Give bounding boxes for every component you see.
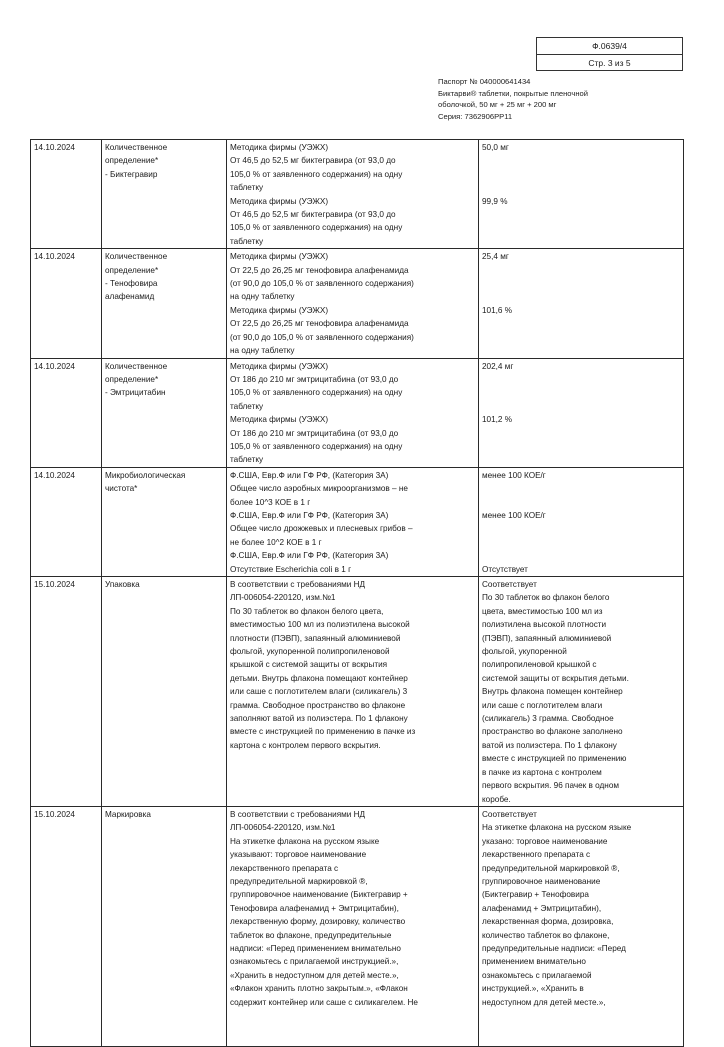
norm-line: 105,0 % от заявленного содержания) на одну: [230, 169, 403, 179]
norm-line: В соответствии с требованиями НД: [230, 809, 366, 819]
norm-line: 105,0 % от заявленного содержания) на одну: [230, 388, 403, 398]
table-row: [31, 806, 684, 1046]
indicator-line: - Тенофовира: [105, 279, 158, 289]
norm-line: на одну таблетку: [230, 292, 295, 302]
result-line: полипропиленовой крышкой с: [482, 660, 597, 670]
product-name-line2: оболочкой, 50 мг + 25 мг + 200 мг: [438, 100, 557, 109]
result-line: Внутрь флакона помещен контейнер: [482, 687, 623, 697]
norm-line: лекарственного препарата с: [230, 863, 339, 873]
norm-line: на одну таблетку: [230, 346, 295, 356]
norm-line: фольгой, укупоренной полипропиленовой: [230, 647, 390, 657]
norm-line: заполняют ватой из полиэстера. По 1 флакону: [230, 714, 408, 724]
result-line: [482, 154, 680, 167]
result-cell: [479, 358, 684, 467]
norm-line: ознакомьтесь с прилагаемой инструкцией.»,: [230, 957, 399, 967]
norm-cell: [227, 358, 479, 467]
indicator-line: - Эмтрицитабин: [105, 388, 166, 398]
norm-line: таблетку: [230, 401, 264, 411]
norm-line: таблетку: [230, 236, 264, 246]
result-line: [482, 522, 680, 535]
norm-line: ЛП-006054-220120, изм.№1: [230, 823, 336, 833]
indicator-line: Количественное: [105, 252, 168, 262]
result-line: вместе с инструкцией по применению: [482, 754, 627, 764]
norm-line: группировочное наименование (Биктегравир +: [230, 890, 408, 900]
result-line: предупредительной маркировкой ®,: [482, 863, 620, 873]
norm-line: Тенофовира алафенамид + Эмтрицитабин),: [230, 903, 399, 913]
passport-header: [438, 76, 698, 122]
norm-line: содержит контейнер или саше с силикагелем. Не: [230, 997, 418, 1007]
norm-line: От 46,5 до 52,5 мг биктегравира (от 93,0 до: [230, 210, 396, 220]
result-line: 25,4 мг: [482, 252, 509, 262]
result-line: полиэтилена высокой плотности: [482, 620, 607, 630]
result-line: или саше с поглотителем влаги: [482, 700, 603, 710]
result-line: недоступном для детей месте.»,: [482, 997, 606, 1007]
result-line: в пачке из картона с контролем: [482, 767, 602, 777]
result-line: инструкцией.», «Хранить в: [482, 984, 584, 994]
result-line: На этикетке флакона на русском языке: [482, 823, 632, 833]
norm-cell: [227, 577, 479, 807]
results-table: [30, 139, 684, 1047]
result-line: [482, 496, 680, 509]
norm-line: предупредительной маркировкой ®,: [230, 876, 368, 886]
result-line: (силикагель) 3 грамма. Свободное: [482, 714, 614, 724]
norm-line: ЛП-006054-220120, изм.№1: [230, 593, 336, 603]
norm-line: Общее число аэробных микроорганизмов – не: [230, 484, 408, 494]
result-line: [482, 536, 680, 549]
norm-cell: [227, 467, 479, 576]
indicator-line: определение*: [105, 265, 159, 275]
result-line: 99,9 %: [482, 196, 508, 206]
norm-line: Ф.США, Евр.Ф или ГФ РФ, (Категория 3А): [230, 510, 389, 520]
result-line: 202,4 мг: [482, 361, 514, 371]
norm-line: Методика фирмы (УЭЖХ): [230, 361, 329, 371]
indicator-line: Упаковка: [105, 580, 140, 589]
indicator-cell: [102, 358, 227, 467]
indicator-line: Количественное: [105, 143, 168, 152]
norm-line: Ф.США, Евр.Ф или ГФ РФ, (Категория 3А): [230, 470, 389, 480]
test-date: 14.10.2024: [31, 249, 102, 358]
result-line: [482, 168, 680, 181]
test-date: 14.10.2024: [31, 358, 102, 467]
result-line: Соответствует: [482, 580, 537, 589]
norm-line: На этикетке флакона на русском языке: [230, 836, 380, 846]
result-line: Соответствует: [482, 809, 537, 819]
norm-line: От 22,5 до 26,25 мг тенофовира алафенамида: [230, 265, 409, 275]
norm-line: Методика фирмы (УЭЖХ): [230, 196, 329, 206]
result-line: менее 100 КОЕ/г: [482, 470, 546, 480]
norm-line: детьми. Внутрь флакона помещают контейнер: [230, 673, 408, 683]
result-cell: [479, 140, 684, 249]
form-code-box: [536, 37, 683, 71]
norm-line: плотности (ПЭВП), запаянный алюминиевой: [230, 633, 401, 643]
norm-line: грамма. Свободное пространство во флаконе: [230, 700, 406, 710]
indicator-line: определение*: [105, 156, 159, 166]
norm-line: лекарственную форму, дозировку, количество: [230, 917, 406, 927]
result-line: (Биктегравир + Тенофовира: [482, 890, 589, 900]
table-row: [31, 249, 684, 358]
norm-cell: [227, 806, 479, 1046]
result-line: лекарственная форма, дозировка,: [482, 917, 614, 927]
norm-cell: [227, 249, 479, 358]
norm-line: В соответствии с требованиями НД: [230, 580, 366, 589]
page-number: Стр. 3 из 5: [537, 54, 682, 71]
norm-line: От 22,5 до 26,25 мг тенофовира алафенамида: [230, 319, 409, 329]
norm-line: вместе с инструкцией по применению в пачке из: [230, 727, 416, 737]
table-row: [31, 467, 684, 576]
norm-line: таблетку: [230, 455, 264, 465]
norm-line: таблеток во флаконе, предупредительные: [230, 930, 392, 940]
indicator-line: определение*: [105, 374, 159, 384]
indicator-cell: [102, 249, 227, 358]
result-line: [482, 181, 680, 194]
norm-line: От 186 до 210 мг эмтрицитабина (от 93,0 до: [230, 374, 399, 384]
norm-line: указывают: торговое наименование: [230, 850, 367, 860]
indicator-cell: [102, 806, 227, 1046]
result-line: [482, 482, 680, 495]
norm-cell: [227, 140, 479, 249]
indicator-cell: [102, 577, 227, 807]
indicator-cell: [102, 140, 227, 249]
result-line: фольгой, укупоренной: [482, 647, 567, 657]
norm-line: От 186 до 210 мг эмтрицитабина (от 93,0 до: [230, 428, 399, 438]
result-line: первого вскрытия. 96 пачек в одном: [482, 781, 620, 791]
result-line: указано: торговое наименование: [482, 836, 608, 846]
product-name-line1: Биктарви® таблетки, покрытые пленочной: [438, 88, 588, 98]
norm-line: надписи: «Перед применением внимательно: [230, 943, 401, 953]
result-line: менее 100 КОЕ/г: [482, 510, 546, 520]
norm-line: или саше с поглотителем влаги (силикагель) 3: [230, 687, 408, 697]
norm-line: Отсутствие Escherichia coli в 1 г: [230, 564, 352, 574]
result-line: коробе.: [482, 794, 511, 804]
series-number: Серия: 7362906РР11: [438, 111, 513, 121]
norm-line: более 10^3 КОЕ в 1 г: [230, 497, 311, 507]
test-date: 15.10.2024: [31, 806, 102, 1046]
result-line: алафенамид + Эмтрицитабин),: [482, 903, 602, 913]
result-line: количество таблеток во флаконе,: [482, 930, 610, 940]
test-date: 14.10.2024: [31, 467, 102, 576]
result-line: (ПЭВП), запаянный алюминиевой: [482, 633, 612, 643]
indicator-line: Микробиологическая: [105, 470, 186, 480]
indicator-line: Количественное: [105, 361, 168, 371]
result-line: [482, 264, 680, 277]
result-cell: [479, 577, 684, 807]
norm-line: вместимостью 100 мл из полиэтилена высокой: [230, 620, 410, 630]
norm-line: По 30 таблеток во флакон белого цвета,: [230, 606, 384, 616]
result-line: [482, 549, 680, 562]
norm-line: 105,0 % от заявленного содержания) на одну: [230, 223, 403, 233]
result-line: цвета, вместимостью 100 мл из: [482, 606, 603, 616]
result-line: [482, 277, 680, 290]
norm-line: «Хранить в недоступном для детей месте.»,: [230, 970, 399, 980]
result-line: [482, 290, 680, 303]
norm-line: Методика фирмы (УЭЖХ): [230, 143, 329, 152]
test-date: 15.10.2024: [31, 577, 102, 807]
norm-line: Методика фирмы (УЭЖХ): [230, 415, 329, 425]
norm-line: не более 10^2 КОЕ в 1 г: [230, 537, 322, 547]
result-line: [482, 400, 680, 413]
indicator-line: Маркировка: [105, 809, 151, 819]
norm-line: 105,0 % от заявленного содержания) на одну: [230, 441, 403, 451]
result-cell: [479, 249, 684, 358]
norm-line: (от 90,0 до 105,0 % от заявленного содержания): [230, 332, 414, 342]
table-row: [31, 358, 684, 467]
indicator-line: - Биктегравир: [105, 169, 158, 179]
result-line: пространство во флаконе заполнено: [482, 727, 623, 737]
passport-number: Паспорт № 040000641434: [438, 77, 531, 86]
norm-line: (от 90,0 до 105,0 % от заявленного содержания): [230, 279, 414, 289]
result-line: [482, 386, 680, 399]
norm-line: Общее число дрожжевых и плесневых грибов –: [230, 524, 413, 534]
result-line: применением внимательно: [482, 957, 586, 967]
table-row: [31, 140, 684, 249]
result-line: ватой из полиэстера. По 1 флакону: [482, 740, 617, 750]
indicator-line: чистота*: [105, 484, 138, 494]
result-line: группировочное наименование: [482, 876, 601, 886]
norm-line: картона с контролем первого вскрытия.: [230, 740, 381, 750]
test-date: 14.10.2024: [31, 140, 102, 249]
norm-line: Методика фирмы (УЭЖХ): [230, 252, 329, 262]
norm-line: крышкой с системой защиты от вскрытия: [230, 660, 388, 670]
result-line: 50,0 мг: [482, 143, 509, 152]
result-line: 101,2 %: [482, 415, 513, 425]
indicator-line: алафенамид: [105, 292, 155, 302]
result-line: По 30 таблеток во флакон белого: [482, 593, 610, 603]
norm-line: От 46,5 до 52,5 мг биктегравира (от 93,0 до: [230, 156, 396, 166]
result-line: ознакомьтесь с прилагаемой: [482, 970, 592, 980]
norm-line: «Флакон хранить плотно закрытым.», «Флакон: [230, 984, 408, 994]
result-line: 101,6 %: [482, 305, 513, 315]
result-cell: [479, 806, 684, 1046]
result-line: системой защиты от вскрытия детьми.: [482, 673, 629, 683]
norm-line: таблетку: [230, 183, 264, 193]
result-cell: [479, 467, 684, 576]
table-row: [31, 577, 684, 807]
result-line: предупредительные надписи: «Перед: [482, 943, 626, 953]
result-line: [482, 373, 680, 386]
indicator-cell: [102, 467, 227, 576]
result-line: лекарственного препарата с: [482, 850, 591, 860]
form-code: Ф.0639/4: [592, 41, 627, 51]
norm-line: Методика фирмы (УЭЖХ): [230, 305, 329, 315]
norm-line: Ф.США, Евр.Ф или ГФ РФ, (Категория 3А): [230, 551, 389, 561]
result-line: Отсутствует: [482, 564, 528, 574]
